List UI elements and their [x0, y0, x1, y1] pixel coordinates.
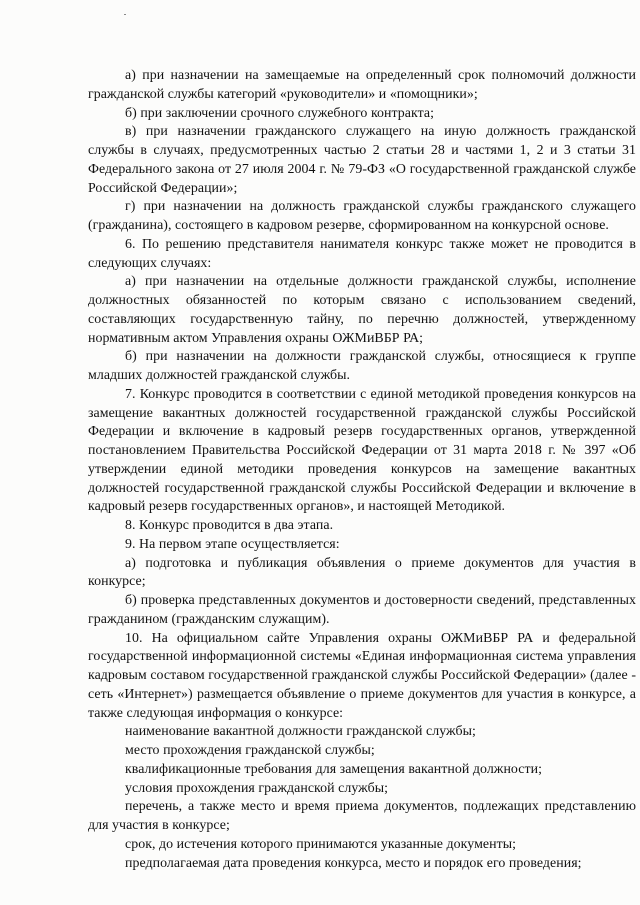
paragraph: перечень, а также место и время приема документов, подлежащих представлению для участия в конкурсе; — [88, 799, 636, 833]
paragraph: 9. На первом этапе осуществляется: — [125, 536, 340, 552]
paragraph: предполагаемая дата проведения конкурса, место и порядок его проведения; — [125, 855, 582, 871]
paragraph: в) при назначении гражданского служащего на иную должность гражданской службы в случаях, предусмотренных частью 2 статьи 28 и частями 1, 2 и 3 статьи 31 Федерального закона от 27 июля 2004 г. № 79-ФЗ «О государственной гражданской службе Российской Федерации»; — [88, 124, 636, 196]
paragraph: а) при назначении на замещаемые на определенный срок полномочий должности гражданской службы категорий «руководители» и «помощники»; — [88, 68, 636, 102]
paragraph: место прохождения гражданской службы; — [125, 743, 375, 758]
paragraph: б) при назначении на должности гражданской службы, относящиеся к группе младших должностей гражданской службы. — [88, 349, 636, 383]
paragraph: 7. Конкурс проводится в соответствии с единой методикой проведения конкурсов на замещение вакантных должностей государственной гражданской службы Российской Федерации и включение в кадровый резерв государственных органов, утвержденной постановлением Правительства Российской Федерации от 31 марта 2018 г. № 397 «Об утверждении единой методики проведения конкурсов на замещение вакантных должностей государственной гражданской службы Российской Федерации и включение в кадровый резерв государственных органов», и настоящей Методикой. — [88, 386, 636, 515]
paragraph: 6. По решению представителя нанимателя конкурс также может не проводится в следующих случаях: — [88, 236, 636, 271]
paragraph: 8. Конкурс проводится в два этапа. — [125, 518, 334, 533]
scan-speck — [124, 14, 126, 15]
paragraph: б) проверка представленных документов и достоверности сведений, представленных гражданином (гражданским служащим). — [88, 593, 636, 627]
paragraph: а) подготовка и публикация объявления о приеме документов для участия в конкурсе; — [88, 555, 636, 590]
paragraph: срок, до истечения которого принимаются указанные документы; — [125, 836, 517, 852]
paragraph: 10. На официальном сайте Управления охраны ОЖМиВБР РА и федеральной государственной информационной системы «Единая информационная система управления кадровым составом государственной гражданской службы Российской Федерации» (далее - сеть «Интернет») размещается объявление о приеме документов для участия в конкурсе, а также следующая информация о конкурсе: — [88, 630, 636, 721]
paragraph: г) при назначении на должность гражданской службы гражданского служащего (гражданина), состоящего в кадровом резерве, сформированном на конкурсной основе. — [88, 199, 636, 233]
document-body — [88, 67, 636, 873]
paragraph: б) при заключении срочного служебного контракта; — [125, 105, 435, 121]
paragraph: наименование вакантной должности гражданской службы; — [125, 724, 476, 740]
paragraph: условия прохождения гражданской службы; — [125, 780, 389, 796]
paragraph: а) при назначении на отдельные должности гражданской службы, исполнение должностных обязанностей по которым связано с использованием сведений, составляющих государственную тайну, по перечню должностей, утвержденному нормативным актом Управления охраны ОЖМиВБР РА; — [88, 274, 636, 346]
paragraph: квалификационные требования для замещения вакантной должности; — [125, 761, 543, 777]
